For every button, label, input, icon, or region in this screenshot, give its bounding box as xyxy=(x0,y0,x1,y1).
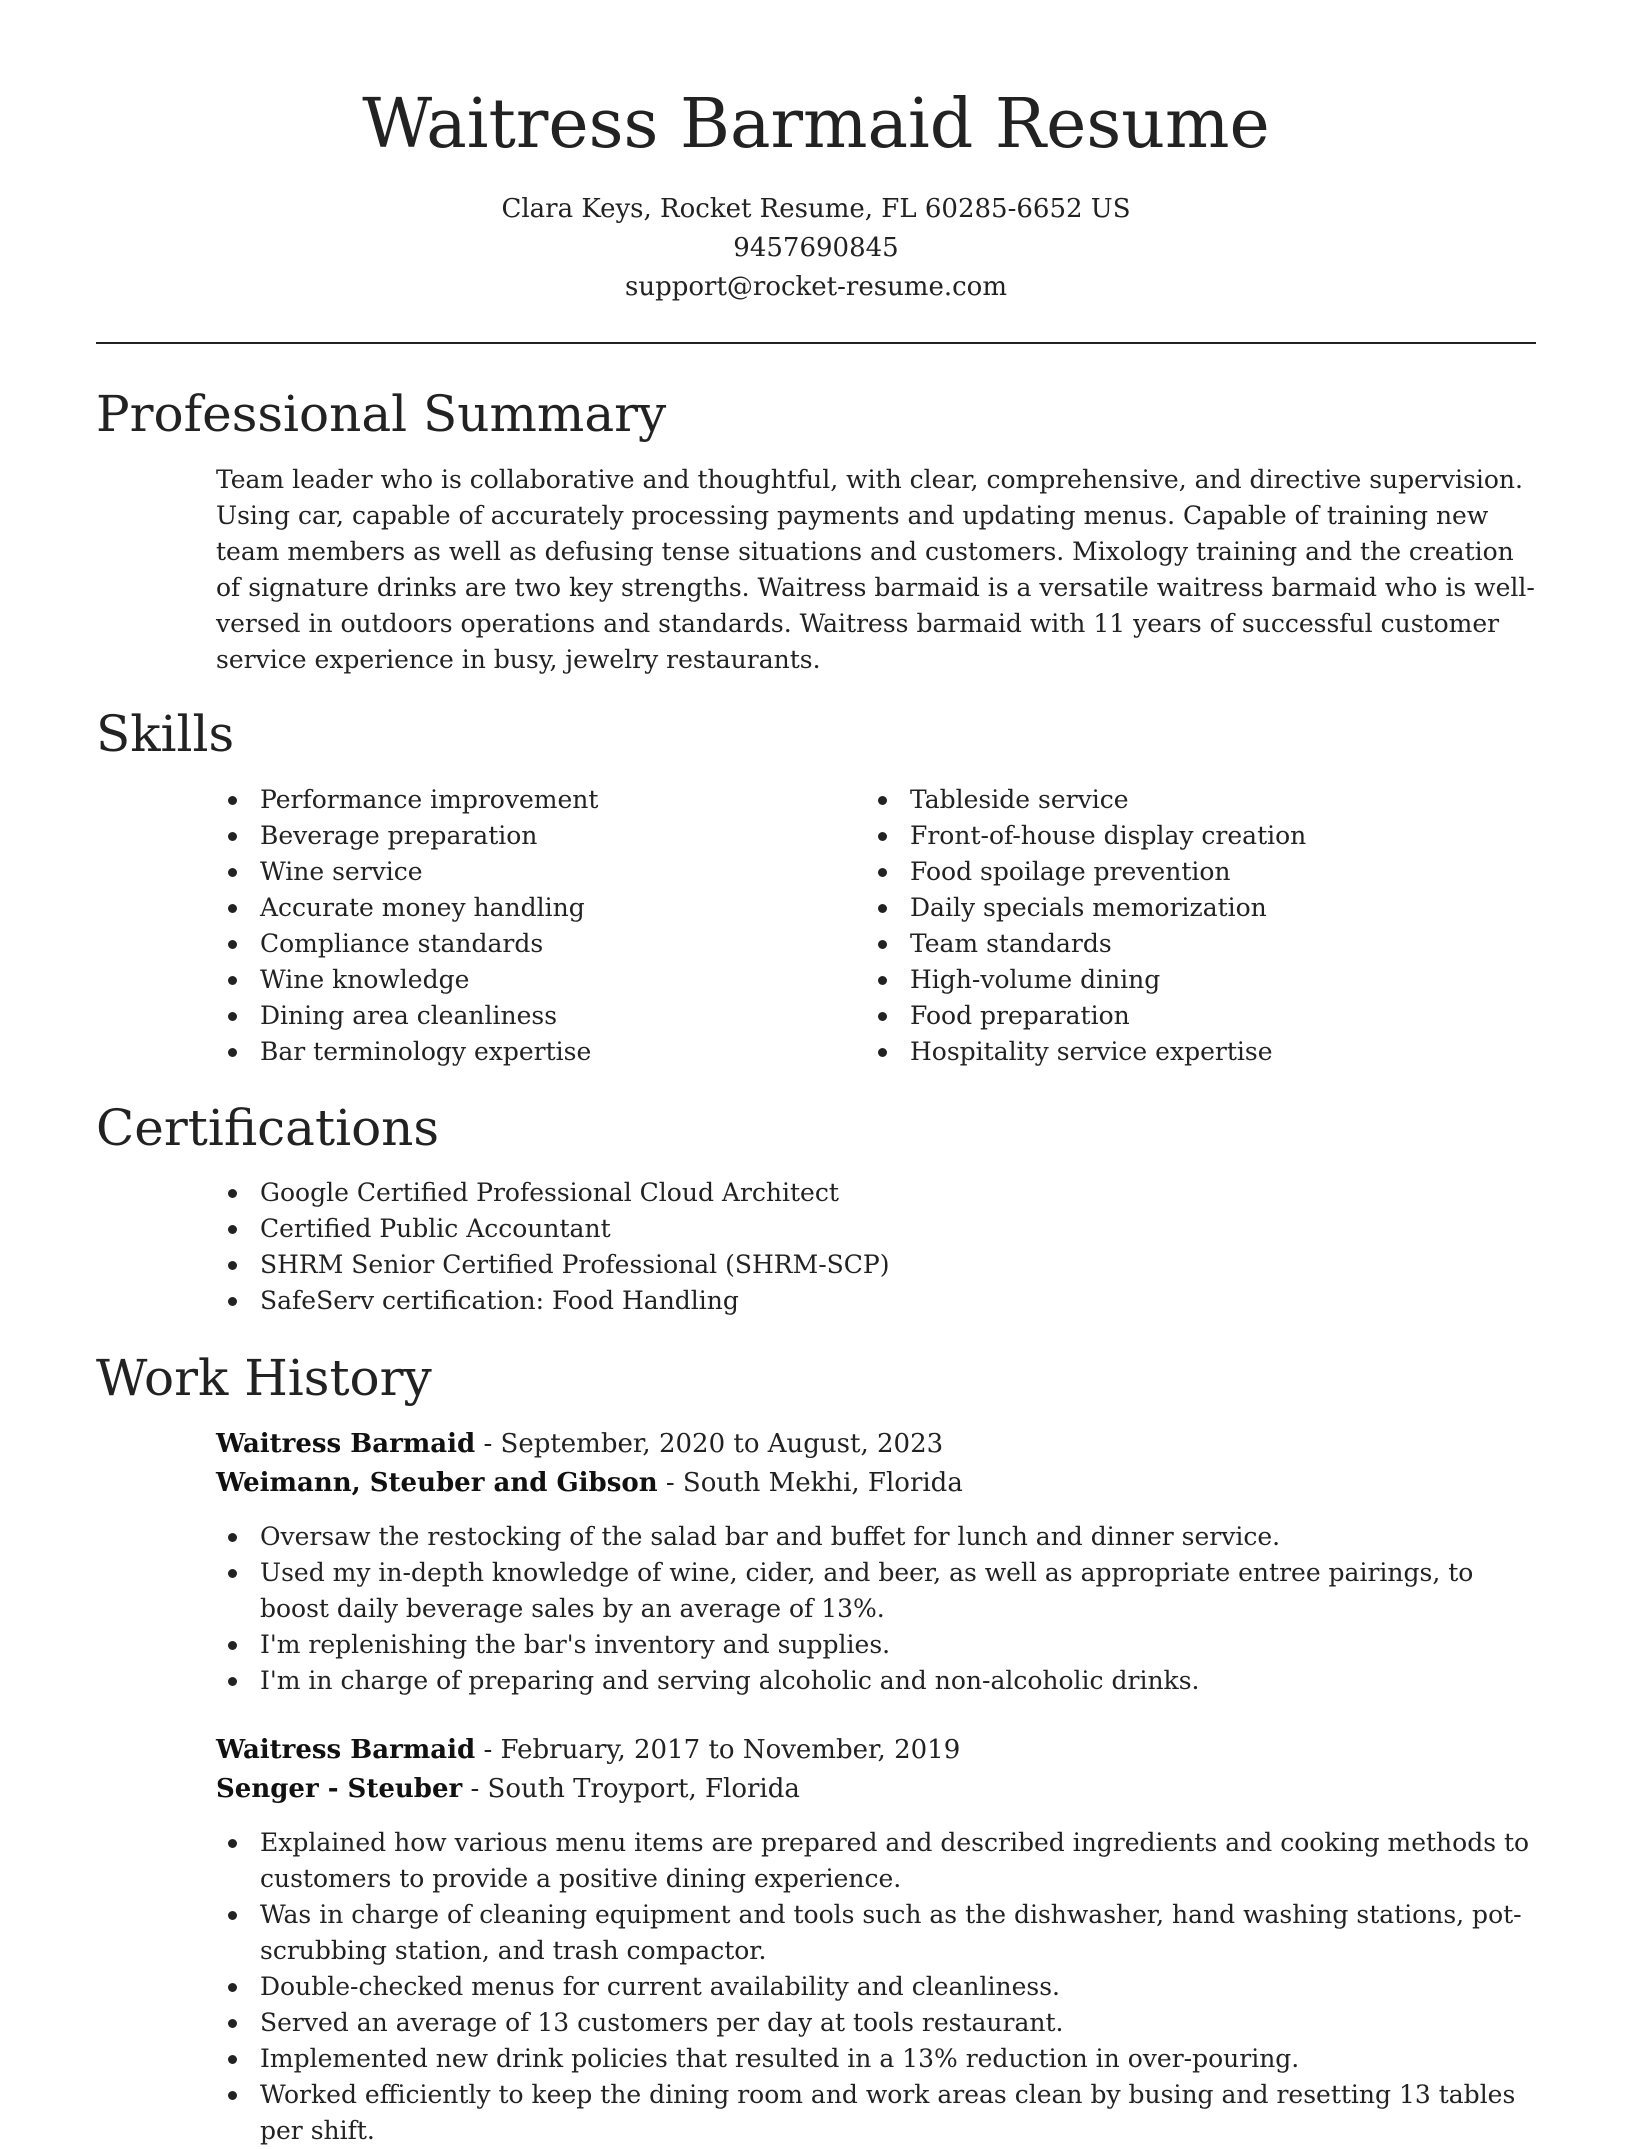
job-location: - South Mekhi, Florida xyxy=(657,1468,963,1498)
job-duty-item: Double-checked menus for current availability and cleanliness. xyxy=(216,1969,1546,2005)
job-title: Waitress Barmaid xyxy=(216,1735,476,1765)
job-title-line xyxy=(216,1731,960,1770)
skill-item: Food spoilage prevention xyxy=(866,854,1506,890)
skill-item: Tableside service xyxy=(866,782,1506,818)
job-duty-item: Oversaw the restocking of the salad bar and buffet for lunch and dinner service. xyxy=(216,1519,1546,1555)
job-dates: - September, 2020 to August, 2023 xyxy=(475,1429,944,1459)
job-duty-item: I'm replenishing the bar's inventory and supplies. xyxy=(216,1627,1546,1663)
job-company-line xyxy=(216,1464,963,1503)
skill-item: Dining area cleanliness xyxy=(216,998,816,1034)
skill-item: Compliance standards xyxy=(216,926,816,962)
skill-item: High-volume dining xyxy=(866,962,1506,998)
work-history-heading: Work History xyxy=(96,1349,432,1407)
job-title: Waitress Barmaid xyxy=(216,1429,476,1459)
certification-item: Certified Public Accountant xyxy=(216,1211,1416,1247)
skill-item: Wine service xyxy=(216,854,816,890)
job-duty-item: I'm in charge of preparing and serving alcoholic and non-alcoholic drinks. xyxy=(216,1663,1546,1699)
skill-item: Accurate money handling xyxy=(216,890,816,926)
skill-item: Performance improvement xyxy=(216,782,816,818)
header-divider xyxy=(96,342,1536,344)
resume-title: Waitress Barmaid Resume xyxy=(362,85,1270,164)
job-duty-item: Used my in-depth knowledge of wine, cider, and beer, as well as appropriate entree pairings, to boost daily beverage sales by an average of 13%. xyxy=(216,1555,1546,1627)
certification-item: SHRM Senior Certified Professional (SHRM-SCP) xyxy=(216,1247,1416,1283)
job-duty-item: Explained how various menu items are prepared and described ingredients and cooking methods to customers to provide a positive dining experience. xyxy=(216,1825,1546,1897)
contact-address: Clara Keys, Rocket Resume, FL 60285-6652 US xyxy=(501,194,1131,224)
job-duties-list xyxy=(216,1519,1546,1699)
skill-item: Hospitality service expertise xyxy=(866,1034,1506,1070)
skill-item: Wine knowledge xyxy=(216,962,816,998)
skill-item: Bar terminology expertise xyxy=(216,1034,816,1070)
certifications-list xyxy=(216,1175,1416,1319)
job-duty-item: Worked efficiently to keep the dining room and work areas clean by busing and resetting 13 tables per shift. xyxy=(216,2077,1546,2149)
certifications-heading: Certifications xyxy=(96,1099,440,1157)
job-title-line xyxy=(216,1425,943,1464)
skills-heading: Skills xyxy=(96,705,235,763)
skills-list-left xyxy=(216,782,816,1070)
contact-phone: 9457690845 xyxy=(733,233,899,263)
skills-list-right xyxy=(866,782,1506,1070)
certification-item: Google Certified Professional Cloud Architect xyxy=(216,1175,1416,1211)
job-company: Senger - Steuber xyxy=(216,1774,463,1804)
skill-item: Team standards xyxy=(866,926,1506,962)
job-duty-item: Was in charge of cleaning equipment and tools such as the dishwasher, hand washing stations, pot-scrubbing station, and trash compactor. xyxy=(216,1897,1546,1969)
job-company: Weimann, Steuber and Gibson xyxy=(216,1468,658,1498)
contact-email: support@rocket-resume.com xyxy=(624,272,1007,302)
skill-item: Food preparation xyxy=(866,998,1506,1034)
job-location: - South Troyport, Florida xyxy=(462,1774,800,1804)
certification-item: SafeServ certification: Food Handling xyxy=(216,1283,1416,1319)
skill-item: Daily specials memorization xyxy=(866,890,1506,926)
job-company-line xyxy=(216,1770,800,1809)
job-duties-list xyxy=(216,1825,1546,2149)
skill-item: Front-of-house display creation xyxy=(866,818,1506,854)
job-dates: - February, 2017 to November, 2019 xyxy=(475,1735,961,1765)
summary-heading: Professional Summary xyxy=(96,385,667,443)
summary-text: Team leader who is collaborative and thoughtful, with clear, comprehensive, and directive supervision. Using car, capable of accurately processing payments and updating menus. Capable of training new team members as well as defusing tense situations and customers. Mixology training and the creation of signature drinks are two key strengths. Waitress barmaid is a versatile waitress barmaid who is well-versed in outdoors operations and standards. Waitress barmaid with 11 years of successful customer service experience in busy, jewelry restaurants. xyxy=(216,465,1535,674)
job-duty-item: Served an average of 13 customers per day at tools restaurant. xyxy=(216,2005,1546,2041)
skill-item: Beverage preparation xyxy=(216,818,816,854)
job-duty-item: Implemented new drink policies that resulted in a 13% reduction in over-pouring. xyxy=(216,2041,1546,2077)
